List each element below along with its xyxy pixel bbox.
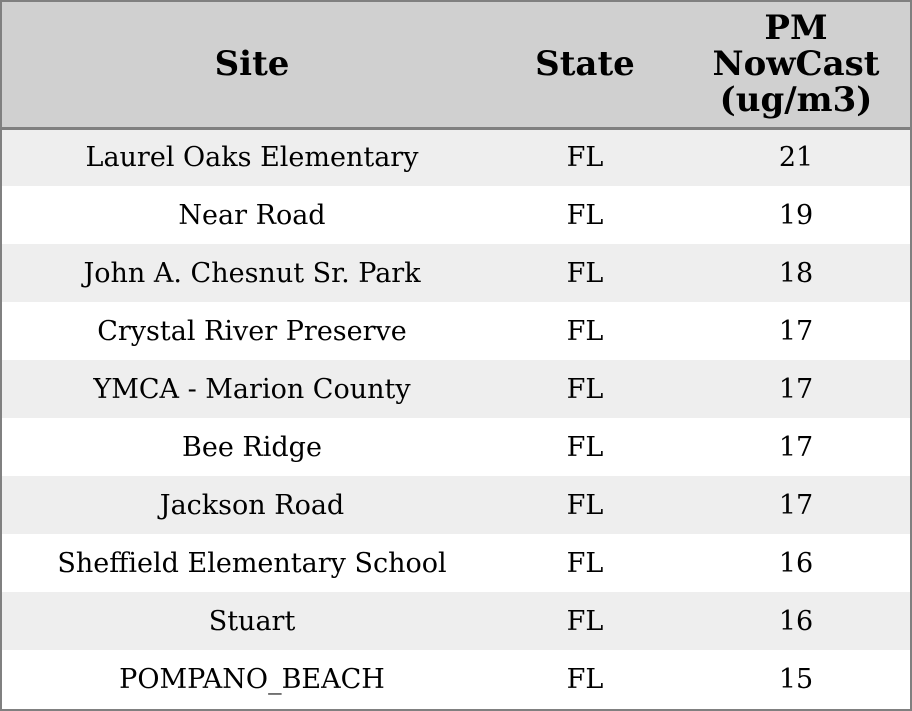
state-cell: FL	[566, 663, 604, 695]
pm-nowcast-cell: 16	[778, 547, 814, 579]
pm-nowcast-cell: 21	[778, 142, 814, 174]
site-cell: Jackson Road	[159, 489, 345, 521]
site-cell: Stuart	[208, 605, 296, 637]
table-row	[2, 650, 910, 708]
table-row	[2, 360, 910, 418]
pm-nowcast-cell: 16	[778, 605, 814, 637]
site-cell: POMPANO_BEACH	[119, 663, 385, 695]
header-site: Site	[2, 2, 498, 128]
state-cell: FL	[566, 605, 604, 637]
state-cell: FL	[566, 315, 604, 347]
table-row	[2, 244, 910, 302]
pm-nowcast-cell: 19	[778, 199, 814, 231]
table-row	[2, 592, 910, 650]
state-cell: FL	[566, 547, 604, 579]
site-cell: Near Road	[178, 199, 326, 231]
pm-nowcast-cell: 15	[778, 663, 814, 695]
state-cell: FL	[566, 142, 604, 174]
state-cell: FL	[566, 431, 604, 463]
header-pm-line-3: (ug/m3)	[719, 80, 873, 121]
header-row	[2, 2, 910, 128]
pm-nowcast-table	[2, 2, 910, 708]
table-row	[2, 534, 910, 592]
table-row	[2, 186, 910, 244]
site-cell: Laurel Oaks Elementary	[85, 142, 419, 174]
table-body	[2, 128, 910, 708]
table-row	[2, 302, 910, 360]
table-row	[2, 418, 910, 476]
state-cell: FL	[566, 199, 604, 231]
site-cell: Sheffield Elementary School	[57, 547, 447, 579]
state-cell: FL	[566, 257, 604, 289]
state-cell: FL	[566, 373, 604, 405]
pm-nowcast-cell: 17	[778, 373, 814, 405]
pm-nowcast-cell: 17	[778, 315, 814, 347]
header-pm-line-2: NowCast	[712, 44, 880, 85]
header-pm-line-1: PM	[764, 8, 828, 49]
header-pm-nowcast	[672, 2, 910, 128]
header-state: State	[498, 2, 672, 128]
table-row	[2, 476, 910, 534]
state-cell: FL	[566, 489, 604, 521]
table-row	[2, 128, 910, 186]
site-cell: Bee Ridge	[182, 431, 322, 463]
pm-nowcast-cell: 17	[778, 431, 814, 463]
pm-nowcast-cell: 18	[778, 257, 814, 289]
site-cell: John A. Chesnut Sr. Park	[83, 257, 421, 289]
pm-nowcast-cell: 17	[778, 489, 814, 521]
site-cell: YMCA - Marion County	[93, 373, 411, 405]
site-cell: Crystal River Preserve	[97, 315, 407, 347]
